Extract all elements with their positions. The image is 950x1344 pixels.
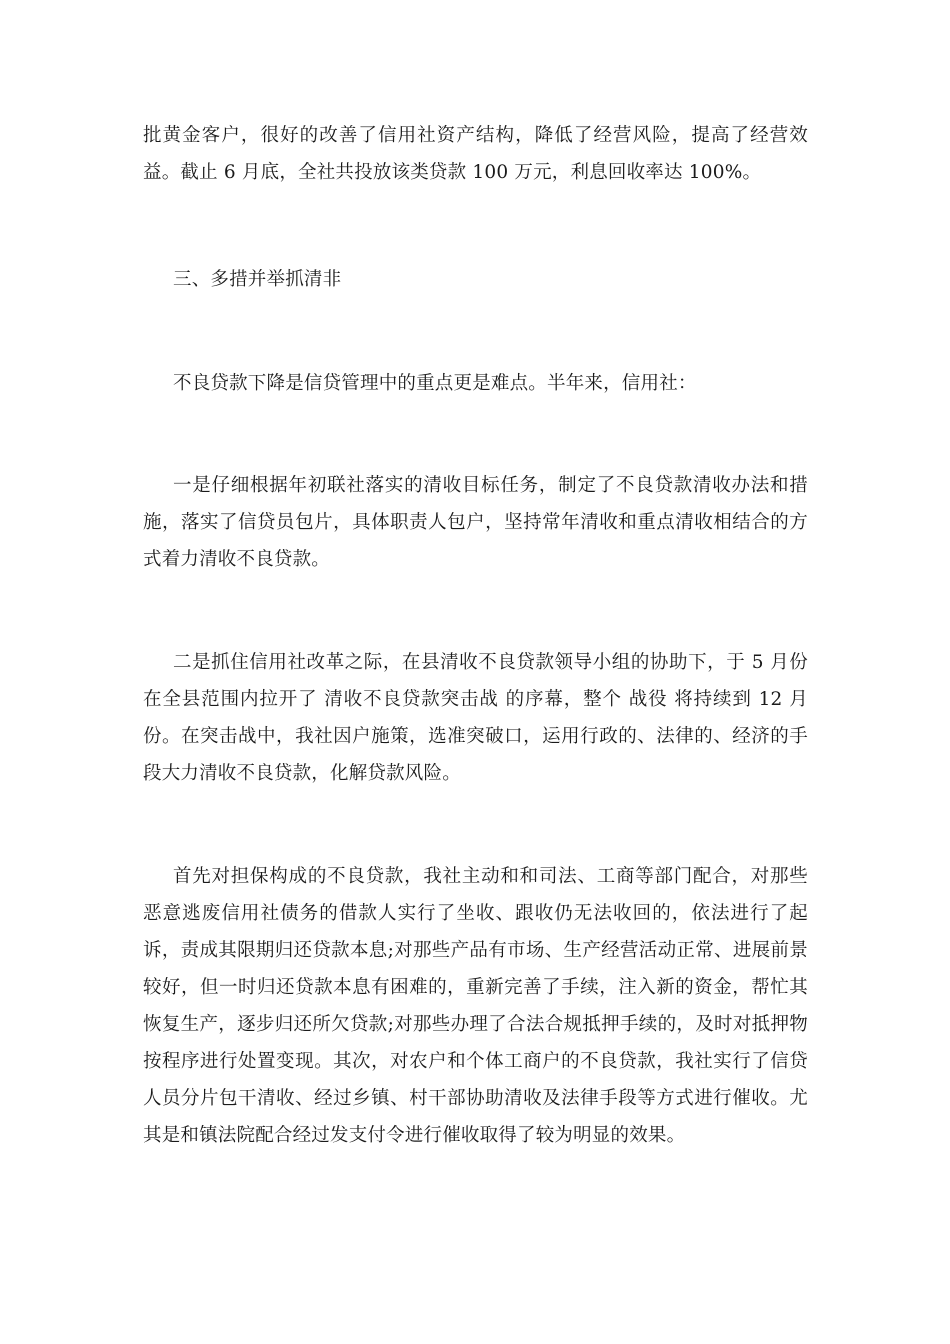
paragraph-intro: 不良贷款下降是信贷管理中的重点更是难点。半年来，信用社： xyxy=(173,373,697,394)
paragraph-point-one: 一是仔细根据年初联社落实的清收目标任务，制定了不良贷款清收办法和措施，落实了信贷员包片，具体职责人包户，坚持常年清收和重点清收相结合的方式着力清收不良贷款。 xyxy=(143,475,808,570)
paragraph-continuation: 批黄金客户，很好的改善了信用社资产结构，降低了经营风险，提高了经营效益。截止 6 月底，全社共投放该类贷款 100 万元，利息回收率达 100%。 xyxy=(143,125,808,183)
section-heading: 三、多措并举抓清非 xyxy=(173,269,342,290)
paragraph-measures: 首先对担保构成的不良贷款，我社主动和和司法、工商等部门配合，对那些恶意逃废信用社债务的借款人实行了坐收、跟收仍无法收回的，依法进行了起诉，责成其限期归还贷款本息;对那些产品有市场、生产经营活动正常、进展前景较好，但一时归还贷款本息有困难的，重新完善了手续，注入新的资金，帮忙其恢复生产，逐步归还所欠贷款;对那些办理了合法合规抵押手续的，及时对抵押物按程序进行处置变现。其次，对农户和个体工商户的不良贷款，我社实行了信贷人员分片包干清收、经过乡镇、村干部协助清收及法律手段等方式进行催收。尤其是和镇法院配合经过发支付令进行催收取得了较为明显的效果。 xyxy=(143,866,808,1146)
paragraph-point-two: 二是抓住信用社改革之际，在县清收不良贷款领导小组的协助下，于 5 月份在全县范围内拉开了 清收不良贷款突击战 的序幕，整个 战役 将持续到 12 月份。在突击战中，我社因户施策，选准突破口，运用行政的、法律的、经济的手段大力清收不良贷款，化解贷款风险。 xyxy=(143,652,808,784)
